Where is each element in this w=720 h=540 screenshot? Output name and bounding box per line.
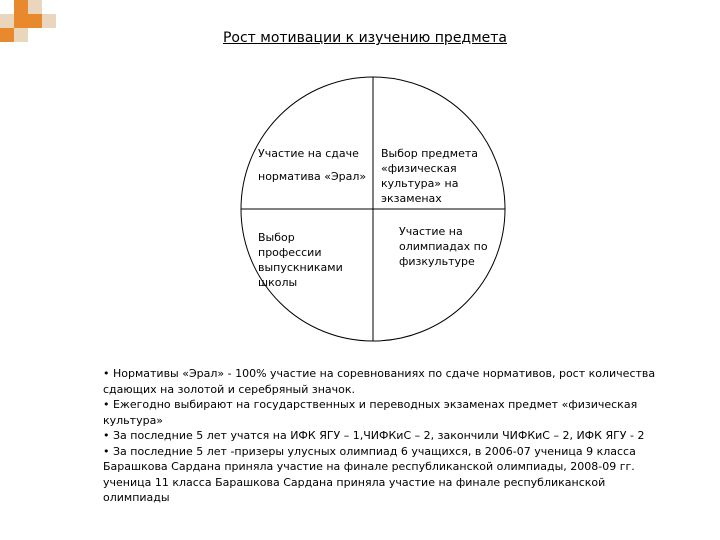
- quadrant-top-left-line: Участие на сдаче: [258, 147, 359, 160]
- quadrant-top-left: [258, 146, 368, 184]
- quadrant-top-left-line: норматива «Эрал»: [258, 170, 367, 183]
- note-item: • За последние 5 лет учатся на ИФК ЯГУ – 1,ЧИФКиС – 2, закончили ЧИФКиС – 2, ИФК ЯГУ - 2: [103, 429, 645, 442]
- deco-square-orange: [14, 14, 28, 28]
- quadrant-top-right: Выбор предмета «физическая культура» на экзаменах: [381, 147, 478, 205]
- deco-square-orange: [14, 0, 28, 14]
- page-title: Рост мотивации к изучению предмета: [222, 30, 508, 46]
- quadrant-bottom-left: Выбор профессии выпускниками школы: [258, 231, 343, 289]
- note-item: • Ежегодно выбирают на государственных и переводных экзаменах предмет «физическая культура»: [103, 398, 638, 427]
- deco-square-tan: [28, 0, 42, 14]
- note-item: • За последние 5 лет -призеры улусных олимпиад 6 учащихся, в 2006-07 ученица 9 класса Барашкова Сардана приняла участие на финале республиканской олимпиады, 2008-09 гг. ученица 11 класса Барашкова Сардана приняла участие на финале республиканской олимпиады: [103, 444, 636, 504]
- notes-list: [103, 366, 663, 506]
- deco-square-tan: [0, 14, 14, 28]
- deco-square-orange: [28, 14, 42, 28]
- note-item: • Нормативы «Эрал» - 100% участие на соревнованиях по сдаче нормативов, рост количества сдающих на золотой и серебряный значок.: [103, 367, 656, 396]
- deco-square-tan: [42, 14, 56, 28]
- quadrant-bottom-right: Участие на олимпиадах по физкультуре: [399, 225, 488, 268]
